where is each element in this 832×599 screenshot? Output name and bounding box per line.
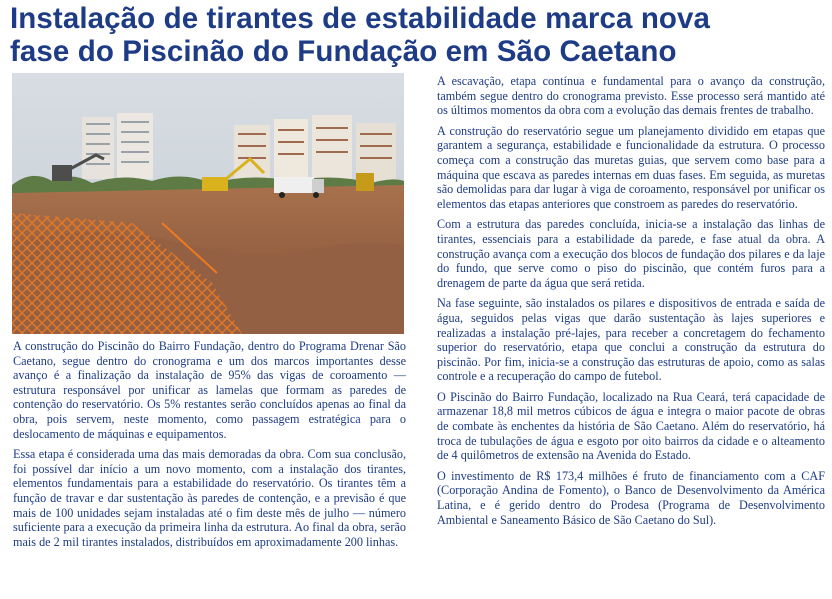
paragraph: Na fase seguinte, são instalados os pilares e dispositivos de entrada e saída de água, seguidos pelas vigas que darão sustentação às lajes superiores e realizadas a instalação pré-lajes, para receber a concretagem do fechamento superior do reservatório, etapa que conclui a construção da estrutura do piscinão. Por fim, inicia-se a construção das estruturas de apoio, como as salas controle e a recuperação do campo de futebol. (437, 296, 825, 384)
article-headline (10, 2, 825, 68)
construction-photo-illustration (12, 73, 404, 334)
paragraph: O investimento de R$ 173,4 milhões é fruto de financiamento com a CAF (Corporação Andina de Fomento), o Banco de Desenvolvimento da América Latina, e é gerido dentro do Prodesa (Programa de Desenvolvimento Ambiental e Saneamento Básico de São Caetano do Sul). (437, 468, 825, 527)
article-column-right (437, 74, 825, 533)
headline-line-2: fase do Piscinão do Fundação em São Caetano (10, 35, 677, 68)
paragraph: A escavação, etapa contínua e fundamental para o avanço da construção, também segue dentro do cronograma previsto. Esse processo será mantido até os últimos momentos da obra com a evolução das demais frentes de trabalho. (437, 74, 825, 118)
article-column-left (13, 339, 406, 555)
construction-site-photo (12, 73, 404, 334)
paragraph: A construção do Piscinão do Bairro Fundação, dentro do Programa Drenar São Caetano, segue dentro do cronograma e um dos marcos importantes desse avanço é a finalização da instalação de 95% das vigas de coroamento — estrutura responsável por unificar as lamelas que formam as paredes de contenção do reservatório. Os 5% restantes serão concluídos apenas ao final da obra, pois servem, neste momento, como passagem estratégica para o deslocamento de máquinas e equipamentos. (13, 339, 406, 441)
headline-line-1: Instalação de tirantes de estabilidade marca nova (10, 2, 711, 35)
paragraph: A construção do reservatório segue um planejamento dividido em etapas que garantem a segurança, estabilidade e funcionalidade da estrutura. O processo começa com a construção das muretas guias, que servem como base para a máquina que escava as paredes internas em duas fases. Em seguida, as muretas são demolidas para dar lugar à viga de coroamento, responsável por unificar os elementos das etapas anteriores que constroem as paredes do reservatório. (437, 123, 825, 211)
paragraph: Com a estrutura das paredes concluída, inicia-se a instalação das linhas de tirantes, essenciais para a estabilidade da parede, e fase atual da obra. A construção avança com a execução dos blocos de fundação dos pilares e da laje do fundo, que serve como o piso do piscinão, que contém furos para a drenagem de parte da água que será retida. (437, 217, 825, 290)
paragraph: Essa etapa é considerada uma das mais demoradas da obra. Com sua conclusão, foi possível dar início a um novo momento, com a instalação dos tirantes, elementos fundamentais para a estabilidade do reservatório. Os tirantes têm a função de travar e dar sustentação às paredes de contenção, e a previsão é que mais de 100 unidades sejam instaladas até o fim deste mês de julho — número suficiente para a execução da primeira linha da estrutura. Ao final da obra, serão mais de 2 mil tirantes instalados, distribuídos em aproximadamente 200 linhas. (13, 447, 406, 549)
paragraph: O Piscinão do Bairro Fundação, localizado na Rua Ceará, terá capacidade de armazenar 18,8 mil metros cúbicos de água e integra o maior pacote de obras de combate às enchentes da história de São Caetano. Além do reservatório, há troca de tubulações de água e esgoto por oito bairros da cidade e o alteamento de 4 quilômetros de extensão na Avenida do Estado. (437, 389, 825, 463)
